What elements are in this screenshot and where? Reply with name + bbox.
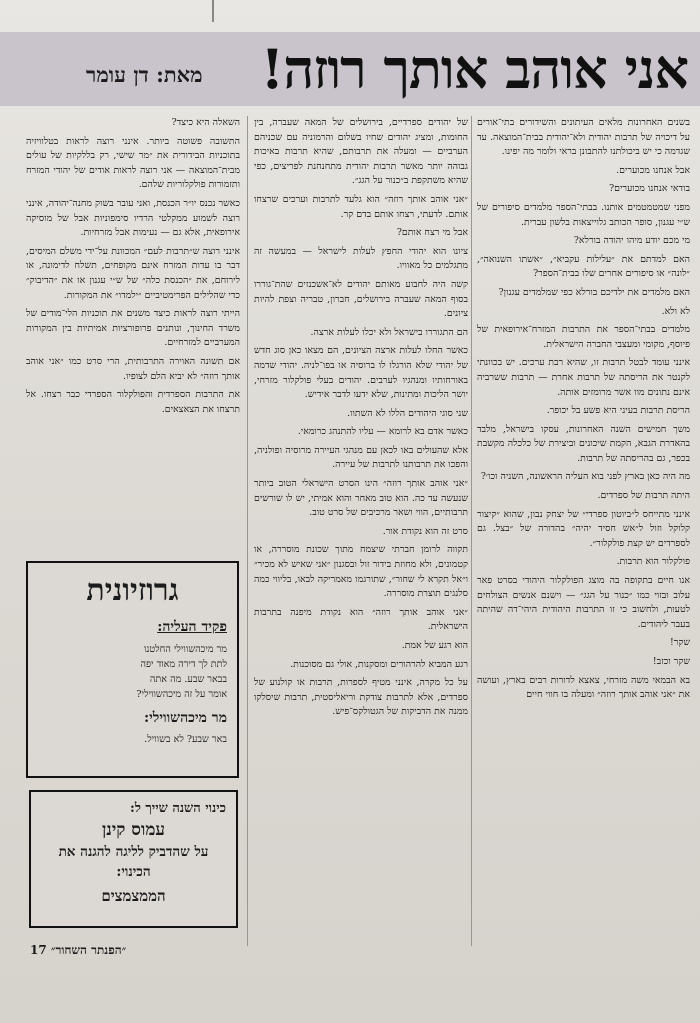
column-right xyxy=(477,116,690,946)
joke-title: גרוזיונית xyxy=(86,573,179,608)
article-paragraph: כאשר החלו לעלות ארצה הציונים, הם מצאו כאן סוג חדש של יהודי שלא הורגלו לו ברוסיה או בפו־לניה. יהודי שדמה באורחותיו ומנהגיו לערבים. יהודים בעלי פולקלור מזרחי, יושר הליכות ומתינות, שלא ידעו לדבר אידיש. xyxy=(254,345,468,401)
column-divider xyxy=(471,116,472,946)
article-paragraph: היתה תרבות של ספרדים. xyxy=(597,490,690,502)
joke-line: לתת לך דירה מאוד יפה xyxy=(140,659,227,670)
headline: אני אוהב אותך רוזה! xyxy=(260,37,688,101)
article-paragraph: כאשר אדם בא לרומא — עליו להתנהג כרומאי. xyxy=(297,426,468,438)
article-paragraph: הוא רגע של אמת. xyxy=(401,640,468,651)
column-divider xyxy=(247,116,248,946)
article-paragraph: מה היה כאן בארץ לפני בוא העליה הראשונה, השניה וכו׳? xyxy=(480,471,690,483)
article-paragraph: את התרבות הספרדית והפולקלור הספרדי כבר רצחו. אל תרצחו את הצאצאים. xyxy=(26,389,240,415)
article-paragraph: פולקלור הוא תרבות. xyxy=(616,556,690,568)
article-paragraph: האם מלמדים את ילדיכם בורלא כפי שמלמדים עגנון? xyxy=(498,286,690,298)
byline: מאת: דן עומר xyxy=(86,62,203,87)
column-middle xyxy=(254,116,468,956)
column-left xyxy=(26,116,240,556)
article-paragraph: שקר! xyxy=(669,637,690,649)
article-paragraph: ״אני אוהב אותך רוזה״ הינו הסרט הישראלי הטוב ביותר שנעשה עד כה. הוא טוב מאחר והוא אמיתי, יש לו שורשים תרבותיים, הווי ושאר מרכיבים של סרט טוב. xyxy=(254,478,468,519)
joke-line: אומר על זה מיכהשווילי? xyxy=(136,689,227,700)
article-paragraph: תקווה לרומן חברתי שיצמח מתוך שכונת מוסררה, או קטמונים, ולא מחוזת בידור זול ובסגנון ״אני שאיש לא מכיר״ ו״אל תקרא לי שחור״, שתורגמו מאמריקה לבאו, בליווי כמה סלנגים תוצרת מוסררה. xyxy=(254,544,468,600)
article-paragraph: לא ולא. xyxy=(661,305,690,317)
article-paragraph: אנו חיים בתקופה בה מוצג הפולקלור היהודי בסרט פאר עלוב ובזוי כמו ״כנור על הגג״ — וישנם אנשים הצולחים לטעות, ולחשוב כי זו התרבות היהודית היהי־דה שהיתה בעבר ליהודים. xyxy=(477,575,690,630)
article-paragraph: בודאי אנחנו מכוערים? xyxy=(609,183,690,195)
article-paragraph: הם התגוררו בישראל ולא יכלו לעלות ארצה. xyxy=(310,326,468,338)
article-paragraph: מפני שמטמטמים אותנו. בבתי־הספר מלמדים סיפורים של ש״י עגנון, סופר הכותב גלוייצאות בלשון עברית. xyxy=(477,201,690,228)
article-paragraph: הריסת תרבות בעיני היא פשע בל יכופר. xyxy=(546,405,690,417)
article-paragraph: משך חמישים השנה האחרונות, עסקו בישראל, מלבד בהאדרת הגבא, הקמת שיכונים וביצירת של כלכלה מקשבת בכפר, גם בהריסתה של תרבות. xyxy=(477,423,690,464)
article-paragraph: התשובה פשוטה ביותר. אינני רוצה לראות בטלוויזיה בתוכניות הבידורית את ״מר שישי, רק בללקיות של עולים מבית־המוצאה — אני רוצה לראות אודים של יהודי המזרח ותזמורות פולקלוריות שלהם. xyxy=(26,135,240,191)
article-paragraph: אינני עומד לבטל תרבות זו, שהיא רבת ערכים. יש בכוונתי לקנטר את הריסתה של תרבות אחרת — תרבות ששרביה אינם נתונים מוו אשר מרומזים אותה. xyxy=(477,357,690,398)
article-paragraph: של יהודים ספרדיים, בירושלים של המאה שעברה, בין החומות, ומציג יהודים שחיו בשלום והרמוניה עם שכניהם הערביים — ומעלה את תרבותם, שהיא תרבות באיכות גבוהה יותר מאשר תרבות יהודית מתחנחנת לפריצים, כפי שהיא משתקפת ב״כנור על הגג״. xyxy=(254,117,468,187)
article-paragraph: אבל מי רצח אותם? xyxy=(396,227,468,239)
article-paragraph: הייתי רוצה לראות כיצד משנים את תוכניות הלי־מודים של משרד החינוך, ונותנים פרופורציות אמיתיות בין המקורות המערביים למזרחיים. xyxy=(26,308,240,349)
article-paragraph: על כל מקרה, אינני מטיף לספרות, תרבות או קולנוע של ספרדים, אלא לתרבות צודקת וריאליסטית, תרבות שיסלקו ממנה את הדביקות של הגטולקס־פיש. xyxy=(254,677,468,718)
joke-speaker-1: פקיד העליה: xyxy=(157,619,227,635)
page-footer: ״הפנתר השחור״ 17 xyxy=(30,943,127,957)
article-paragraph: סרט זה הוא נקודת אור. xyxy=(382,525,468,537)
article-paragraph: רגע המביא להרהורים ומסקנות, אולי גם מסוכנות. xyxy=(290,658,468,670)
article-paragraph: בשנים האחרונות מלאים העיתונים והשידורים בתי־אורים על דיכויה של תרבות יהודית ולא־יהודית בבית־המוצאה. עד שגדמה כי יש ביכולתנו להתבונן בראי ולומר מה יפינו. xyxy=(477,117,690,158)
nickname-reason: על שהדביק לליגה להגנה את הכינוי: xyxy=(58,844,209,880)
paper-fold xyxy=(212,0,214,22)
article-paragraph: שקר וכזב! xyxy=(652,656,690,667)
article-paragraph: שני סוגי היהודים הללו לא השתוו. xyxy=(347,407,468,419)
article-paragraph: אלא שהעולים באו לכאן עם מנהגי העיירה מרוסיה ופולניה, והפכו את תרבותנו לתרבות של עיירה. xyxy=(254,444,468,471)
nickname-term: הממצמצים xyxy=(101,887,166,905)
article-paragraph: קשה היה לחבוע מאותם יהודים לא־אשכנזים שהת־גוררו בסוף המאה שעברה בירושלים, חברון, טבריה וצפת להיות ציונים. xyxy=(254,278,468,320)
article-paragraph: אבל אנחנו מכוערים. xyxy=(616,164,690,176)
joke-line: באר שבע? לא בשוויל. xyxy=(144,734,227,745)
article-paragraph: בא הבמאי משה מזרחי, צאצא לדורות רבים בארץ, ועושה את ״אני אוהב אותך רוזה״ ומעלה בו חווי חיים xyxy=(477,674,690,701)
nickname-person: עמוס קינן xyxy=(101,820,166,840)
article-paragraph: מלמדים בבתי־הספר את התרבות המזרח־אירופאית של פיוסף, מקומי ומעצבי החברה הישראלית. xyxy=(477,324,690,350)
joke-line: מר מיכהשווילי החלטנו xyxy=(143,644,227,655)
article-paragraph: אינני רוצה ש״תרבות לעם״ המכוונת על־ידי משלם המיסים, דבר בו עדות המזרח אינם מקופחים, תשלח לדימונה, או לירוחם, את ״הכנסת כלה״ של ש״י עגנון או את ״הדיבוק״ כדי שהלילים הפרימטיביים ״ילמדו״ את המקורות. xyxy=(26,245,240,301)
article-paragraph: אינני מתייחס ל״ביוטון ספרדי״ של יצחק נבון, שהוא ״קיצור קלוקל וזול ל״אש חסיד יהיה״ בהדורה של ״בצל. גם לספרדים יש קצת פולקלור״. xyxy=(477,508,690,549)
article-paragraph: מי מכם יודע מיהו יהודה בורלא? xyxy=(573,235,690,247)
joke-box xyxy=(26,561,239,778)
article-paragraph: כאשר נכנס יו״ר הכנסת, ואני עובר בשוק מחנה־יהודה, אינני רוצה לשמוע ממקלטי הרדיו סימפוניות אבל של מוסיקה אירופאית, אלא גם — נעימות אבל מזרחיות. xyxy=(26,197,240,239)
article-paragraph: האם למדתם את ״עלילות עקביא״, ״אשתו השנואה״, ״לונה״ או סיפורים אחרים שלו בבית־הספר? xyxy=(477,253,690,280)
article-paragraph: אם תשונה האוירה התרבותית, הרי סרט כמו ״אני אוהב אותך רוזה״ לא יביא הלם לצופיו. xyxy=(26,355,240,382)
article-paragraph: ״אני אוהב אותך רוזה״ הוא גלעד לתרבות וערכים שרצחו אותם. לדעתי, רצחו אותם בדם קר. xyxy=(254,193,468,220)
joke-speaker-2: מר מיכהשווילי: xyxy=(143,710,227,726)
nickname-box xyxy=(29,790,238,928)
article-paragraph: ״אני אוהב אותך רוזה״ הוא נקודת מיפנה בתרבות הישראלית. xyxy=(254,606,468,633)
article-paragraph: ציונו הוא יהודי החפץ לעלות לישראל — במעשה זה מתגלמים כל מאוויו. xyxy=(254,245,468,272)
article-paragraph: השאלה היא כיצד? xyxy=(171,117,240,128)
nickname-heading: כינוי השנה שייך ל: xyxy=(130,801,226,816)
joke-line: בבאר שבע. מה אתה xyxy=(149,674,227,685)
